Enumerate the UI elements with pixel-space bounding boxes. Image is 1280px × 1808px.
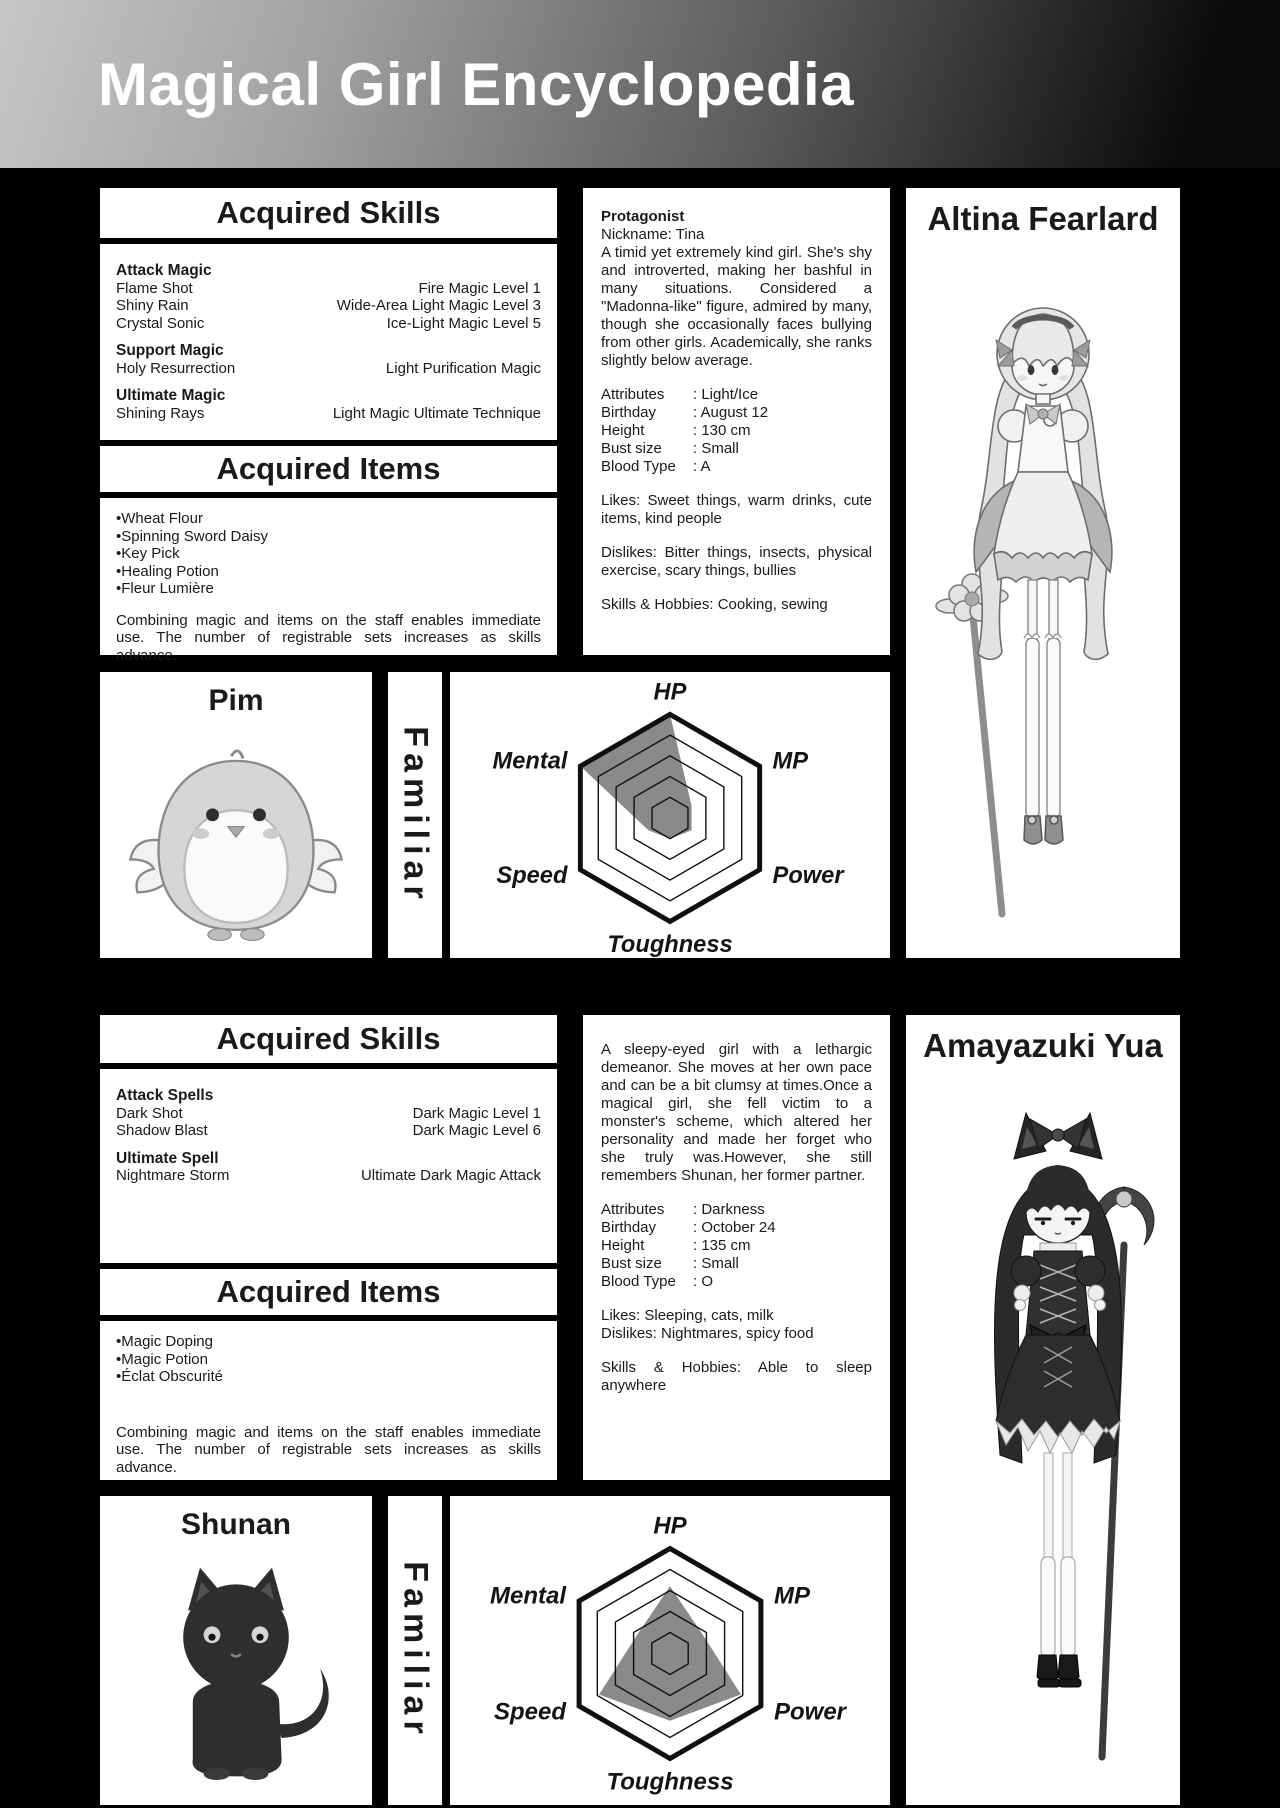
item-entry: •Éclat Obscurité xyxy=(116,1368,223,1385)
skill-value: Ice-Light Magic Level 5 xyxy=(386,314,541,332)
radar-axis-label-power: Power xyxy=(774,1698,847,1726)
skill-value: Ultimate Dark Magic Attack xyxy=(360,1167,541,1184)
skill-value: Light Magic Ultimate Technique xyxy=(332,404,541,422)
skill-name: Flame Shot xyxy=(116,279,193,297)
skill-row xyxy=(116,1105,541,1123)
stat-row xyxy=(601,404,872,422)
stat-label: Attributes xyxy=(601,1201,665,1218)
radar-chart-altina xyxy=(450,672,890,958)
familiar-panel-pim xyxy=(100,672,372,958)
skill-group-heading: Attack Spells xyxy=(116,1087,214,1104)
radar-axis-label-mental: Mental xyxy=(489,1582,566,1610)
item-entry: •Magic Potion xyxy=(116,1350,208,1368)
stat-value: : August 12 xyxy=(693,404,769,421)
radar-axis-label-mp: MP xyxy=(772,748,809,775)
character-name: Amayazuki Yua xyxy=(923,1027,1163,1064)
item-entry: •Spinning Sword Daisy xyxy=(116,527,268,545)
skill-value: Dark Magic Level 6 xyxy=(412,1122,541,1139)
stat-value: : 135 cm xyxy=(693,1237,751,1254)
shunan-illustration xyxy=(116,1558,356,1786)
skill-group-heading: Ultimate Magic xyxy=(116,387,226,404)
character-name: Altina Fearlard xyxy=(927,200,1159,237)
item-entry: •Healing Potion xyxy=(116,562,219,580)
profile-dislikes: Dislikes: Bitter things, insects, physical exercise, scary things, bullies xyxy=(601,544,872,579)
radar-axis-label-hp: HP xyxy=(653,1512,687,1540)
stat-row xyxy=(601,1219,872,1237)
stat-row xyxy=(601,422,872,440)
radar-data-polygon xyxy=(599,1586,741,1720)
pim-illustration xyxy=(119,728,354,951)
items-panel-altina xyxy=(100,498,557,664)
item-entry: •Magic Doping xyxy=(116,1333,213,1350)
skill-group-heading: Attack Magic xyxy=(116,262,212,279)
skill-group-heading: Support Magic xyxy=(116,342,224,359)
skill-row xyxy=(116,405,541,423)
profile-likes: Likes: Sleeping, cats, milk xyxy=(601,1307,774,1324)
stat-row xyxy=(601,1255,872,1273)
skill-row xyxy=(116,297,541,315)
profile-hobbies: Skills & Hobbies: Able to sleep anywhere xyxy=(601,1359,872,1394)
skill-value: Light Purification Magic xyxy=(385,359,541,377)
radar-axis-label-mp: MP xyxy=(774,1582,810,1610)
skills-panel-altina xyxy=(100,244,557,440)
items-header-label: Acquired Items xyxy=(216,1274,441,1309)
skills-header-label: Acquired Skills xyxy=(216,195,441,230)
stat-label: Birthday xyxy=(601,1219,657,1236)
skill-group xyxy=(116,262,541,332)
profile-stats xyxy=(601,386,872,476)
stat-value: : O xyxy=(693,1273,714,1290)
stat-row xyxy=(601,386,872,404)
profile-role: Protagonist xyxy=(601,208,685,225)
radar-axis-label-hp: HP xyxy=(653,679,687,706)
item-entry: •Key Pick xyxy=(116,545,180,562)
familiar-strip-yua xyxy=(388,1496,442,1805)
items-header-label: Acquired Items xyxy=(216,451,441,486)
stat-value: : 130 cm xyxy=(693,422,751,439)
familiar-name: Shunan xyxy=(181,1508,291,1541)
stat-row xyxy=(601,440,872,458)
skill-name: Dark Shot xyxy=(116,1104,183,1122)
profile-stats xyxy=(601,1201,872,1291)
skill-name: Holy Resurrection xyxy=(116,359,236,377)
skill-value: Fire Magic Level 1 xyxy=(418,279,541,297)
stat-label: Birthday xyxy=(601,404,657,421)
items-panel-yua xyxy=(100,1321,557,1480)
skill-group xyxy=(116,342,541,377)
skill-name: Shadow Blast xyxy=(116,1122,208,1139)
skill-row xyxy=(116,360,541,378)
stat-label: Bust size xyxy=(601,440,662,457)
stat-label: Blood Type xyxy=(601,458,676,475)
stat-label: Bust size xyxy=(601,1255,662,1272)
items-header-altina xyxy=(100,446,557,492)
profile-description: A sleepy-eyed girl with a lethargic demeanor. She moves at her own pace and can be a bit clumsy at times.Once a magical girl, she fell victim to a monster's scheme, which altered her personality and made her forget who she truly was.However, she still remembers Shunan, her former partner. xyxy=(601,1041,872,1184)
yua-illustration xyxy=(928,1095,1158,1785)
altina-illustration xyxy=(928,254,1158,944)
familiar-panel-shunan xyxy=(100,1496,372,1805)
stat-value: : Darkness xyxy=(693,1201,765,1218)
stat-value: : October 24 xyxy=(693,1219,776,1236)
radar-axis-label-speed: Speed xyxy=(496,863,568,890)
items-note: Combining magic and items on the staff enables immediate use. The number of registrable sets increases as skills advance. xyxy=(116,611,541,664)
familiar-strip-altina xyxy=(388,672,442,958)
skill-value: Wide-Area Light Magic Level 3 xyxy=(336,297,541,314)
profile-dislikes: Dislikes: Nightmares, spicy food xyxy=(601,1325,814,1342)
page-header xyxy=(0,0,1280,168)
stat-value: : Small xyxy=(693,440,739,457)
skill-name: Shining Rays xyxy=(116,404,205,422)
skill-row xyxy=(116,280,541,298)
stat-row xyxy=(601,458,872,476)
familiar-name: Pim xyxy=(208,684,264,717)
item-entry: •Fleur Lumière xyxy=(116,580,214,597)
radar-axis-label-mental: Mental xyxy=(492,748,568,775)
skill-value: Dark Magic Level 1 xyxy=(412,1104,541,1122)
stat-value: : A xyxy=(693,458,711,475)
stat-value: : Light/Ice xyxy=(693,386,759,403)
radar-chart-yua xyxy=(450,1496,890,1805)
stat-label: Blood Type xyxy=(601,1273,676,1290)
radar-axis-label-toughness: Toughness xyxy=(606,1768,734,1796)
stat-label: Height xyxy=(601,1237,645,1254)
stat-label: Attributes xyxy=(601,386,665,403)
skill-group xyxy=(116,1150,541,1185)
radar-axis-label-power: Power xyxy=(772,863,844,890)
stat-row xyxy=(601,1201,872,1219)
skills-header-label: Acquired Skills xyxy=(216,1021,441,1056)
skills-header-yua xyxy=(100,1015,557,1063)
skill-row xyxy=(116,315,541,333)
radar-axis-label-toughness: Toughness xyxy=(607,932,733,958)
radar-axis-label-speed: Speed xyxy=(493,1698,566,1726)
profile-panel-yua xyxy=(583,1015,890,1480)
skill-row xyxy=(116,1167,541,1185)
stat-value: : Small xyxy=(693,1255,739,1272)
character-panel-altina xyxy=(906,188,1180,958)
profile-nickname: Nickname: Tina xyxy=(601,226,705,243)
skill-group-heading: Ultimate Spell xyxy=(116,1149,219,1167)
skills-panel-yua xyxy=(100,1069,557,1263)
profile-likes: Likes: Sweet things, warm drinks, cute items, kind people xyxy=(601,492,872,527)
skill-name: Shiny Rain xyxy=(116,297,189,314)
familiar-strip-label: Familiar xyxy=(396,1561,435,1740)
familiar-strip-label: Familiar xyxy=(396,725,435,905)
stat-label: Height xyxy=(601,422,645,439)
character-panel-yua xyxy=(906,1015,1180,1805)
profile-hobbies: Skills & Hobbies: Cooking, sewing xyxy=(601,596,828,613)
page-title: Magical Girl Encyclopedia xyxy=(98,50,855,118)
skill-row xyxy=(116,1122,541,1140)
items-note: Combining magic and items on the staff enables immediate use. The number of registrable sets increases as skills advance. xyxy=(116,1423,541,1476)
item-entry: •Wheat Flour xyxy=(116,510,203,527)
stat-row xyxy=(601,1273,872,1291)
profile-description: A timid yet extremely kind girl. She's shy and introverted, making her bashful in many situations. Considered a "Madonna-like" figure, admired by many, though she occasionally faces bullying from other girls. Academically, she ranks slightly below average. xyxy=(601,244,872,369)
skill-name: Crystal Sonic xyxy=(116,314,205,332)
skills-header-altina xyxy=(100,188,557,238)
stat-row xyxy=(601,1237,872,1255)
items-header-yua xyxy=(100,1269,557,1315)
skill-group xyxy=(116,387,541,422)
profile-panel-altina xyxy=(583,188,890,655)
skill-name: Nightmare Storm xyxy=(116,1167,230,1184)
skill-group xyxy=(116,1087,541,1140)
